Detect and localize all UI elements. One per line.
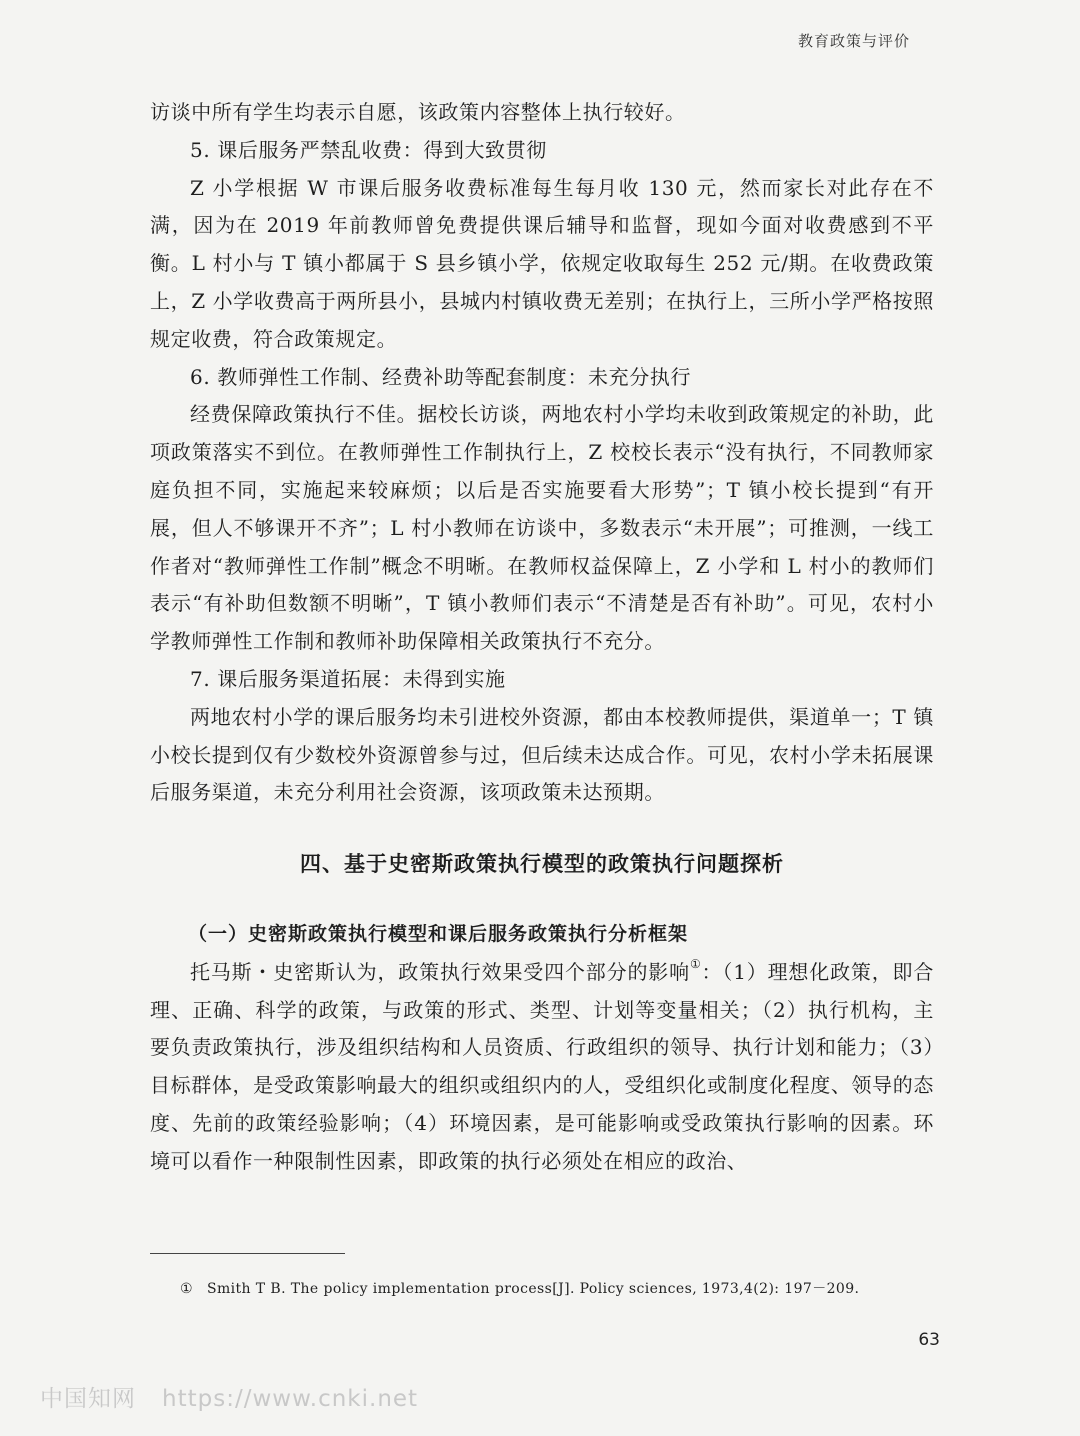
footnote <box>180 1278 859 1298</box>
paragraph-group <box>150 94 934 812</box>
paragraph-text: ：（1）理想化政策，即合理、正确、科学的政策，与政策的形式、类型、计划等变量相关；（2）执行机构，主要负责政策执行，涉及组织结构和人员资质、行政组织的领导、执行计划和能力；（3）目标群体，是受政策影响最大的组织或组织内的人，受组织化或制度化程度、领导的态度、先前的政策经验影响；（4）环境因素，是可能影响或受政策执行影响的因素。环境可以看作一种限制性因素，即政策的执行必须处在相应的政治、 <box>150 959 934 1173</box>
footnote-reference[interactable]: ① <box>689 956 702 971</box>
paragraph-text: 托马斯・史密斯认为，政策执行效果受四个部分的影响 <box>190 959 690 984</box>
subsection-heading: （一）史密斯政策执行模型和课后服务政策执行分析框架 <box>188 922 689 945</box>
body-paragraph: 7. 课后服务渠道拓展：未得到实施 <box>190 666 506 691</box>
footnote-divider <box>150 1253 345 1254</box>
page-number: 63 <box>918 1330 940 1350</box>
watermark-url: https://www.cnki.net <box>162 1386 419 1412</box>
body-paragraph: Z 小学根据 W 市课后服务收费标准每生每月收 130 元，然而家长对此存在不满，因为在 2019 年前教师曾免费提供课后辅导和监督，现如今面对收费感到不平衡。L 村小与 T 镇小都属于 S 县乡镇小学，依规定收取每生 252 元/期。在收费政策上，Z 小学收费高于两所县小，县城内村镇收费无差别；在执行上，三所小学严格按照规定收费，符合政策规定。 <box>150 175 934 351</box>
body-paragraph: 6. 教师弹性工作制、经费补助等配套制度：未充分执行 <box>190 364 692 389</box>
body-paragraph: 经费保障政策执行不佳。据校长访谈，两地农村小学均未收到政策规定的补助，此项政策落实不到位。在教师弹性工作制执行上，Z 校校长表示“没有执行，不同教师家庭负担不同，实施起来较麻烦；以后是否实施要看大形势”；T 镇小校长提到“有开展，但人不够课开不齐”；L 村小教师在访谈中，多数表示“未开展”；可推测，一线工作者对“教师弹性工作制”概念不明晰。在教师权益保障上，Z 小学和 L 村小的教师们表示“有补助但数额不明晰”，T 镇小教师们表示“不清楚是否有补助”。可见，农村小学教师弹性工作制和教师补助保障相关政策执行不充分。 <box>150 402 934 654</box>
body-paragraph: 两地农村小学的课后服务均未引进校外资源，都由本校教师提供，渠道单一；T 镇小校长提到仅有少数校外资源曾参与过，但后续未达成合作。可见，农村小学未拓展课后服务渠道，未充分利用社会资源，该项政策未达预期。 <box>150 704 934 805</box>
section-heading: 四、基于史密斯政策执行模型的政策执行问题探析 <box>300 852 784 877</box>
running-head: 教育政策与评价 <box>797 32 910 50</box>
watermark <box>40 1380 418 1413</box>
body-paragraph <box>150 954 934 1181</box>
footnote-text: Smith T B. The policy implementation process[J]. Policy sciences, 1973,4(2): 197－209. <box>206 1281 860 1297</box>
watermark-logo-text: 中国知网 <box>40 1386 136 1412</box>
footnote-marker: ① <box>180 1281 193 1297</box>
article-body <box>150 94 934 1181</box>
body-paragraph: 访谈中所有学生均表示自愿，该政策内容整体上执行较好。 <box>150 100 686 124</box>
body-paragraph: 5. 课后服务严禁乱收费：得到大致贯彻 <box>190 137 547 162</box>
